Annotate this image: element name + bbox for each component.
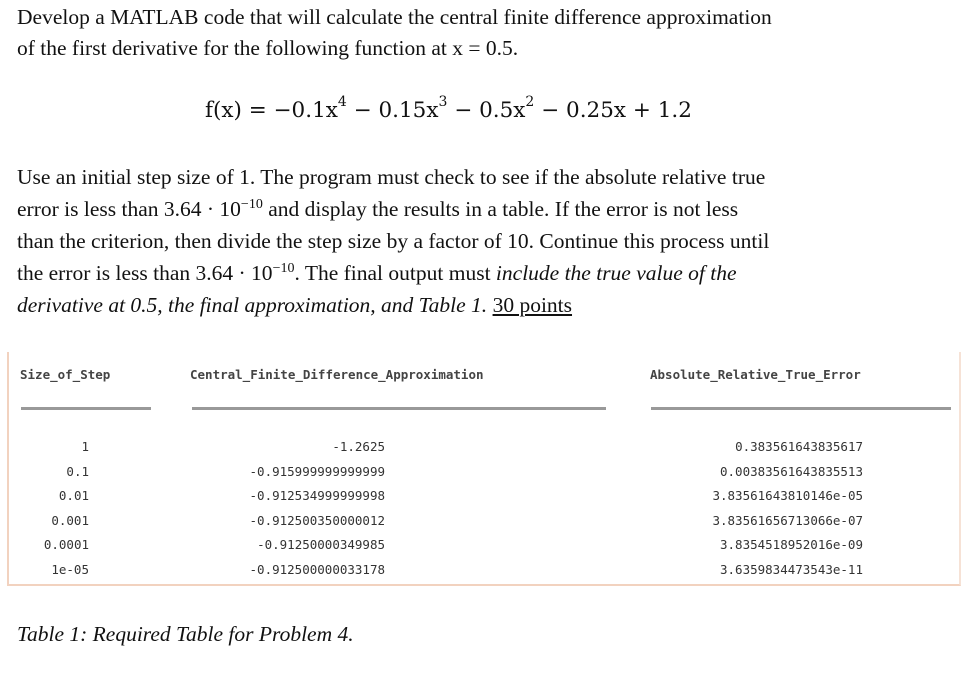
text: the error is less than 3.64 · 10: [17, 261, 273, 285]
error-cell: 3.83561643810146e-05: [712, 488, 863, 503]
error-cell: 0.00383561643835513: [720, 463, 863, 479]
paragraph-line: [17, 292, 572, 318]
error-cell: 3.83561656713066e-07: [712, 512, 863, 528]
exponent: −10: [272, 261, 295, 276]
emphasis-text: include the true value of the: [495, 261, 737, 285]
exponent: 3: [438, 94, 448, 110]
emphasis-text: derivative at 0.5, the final approximation, and Table 1.: [17, 293, 488, 317]
paragraph-line: [17, 196, 738, 222]
exponent: 4: [337, 94, 347, 110]
text: error is less than 3.64 · 10: [17, 197, 241, 221]
header-error: Absolute_Relative_True_Error: [650, 367, 861, 382]
step-size-cell: 1e-05: [51, 561, 89, 577]
exponent: −10: [240, 197, 263, 212]
step-size-cell: 0.0001: [43, 537, 89, 552]
exponent: 2: [525, 94, 535, 110]
error-cell: 3.8354518952016e-09: [720, 537, 863, 552]
approximation-cell: -0.91250000349985: [257, 537, 385, 552]
header-step-size: Size_of_Step: [20, 367, 111, 382]
header-approximation: Central_Finite_Difference_Approximation: [190, 367, 484, 382]
approximation-cell: -0.912500350000012: [249, 512, 385, 528]
header-rule: [192, 407, 606, 410]
header-rule: [21, 407, 151, 410]
problem-line: of the first derivative for the following function at x = 0.5.: [17, 36, 519, 60]
formula-term: − 0.25x + 1.2: [534, 98, 692, 123]
problem-line: Develop a MATLAB code that will calculate the central finite difference approximation: [17, 5, 772, 29]
step-size-cell: 0.01: [58, 488, 89, 503]
paragraph-line: Use an initial step size of 1. The program must check to see if the absolute relative true: [17, 165, 766, 189]
step-size-cell: 0.1: [66, 463, 89, 479]
approximation-cell: -0.912500000033178: [249, 561, 385, 577]
text: and display the results in a table. If the error is not less: [262, 197, 739, 221]
results-table: [7, 352, 961, 586]
formula-term: − 0.15x: [346, 98, 439, 123]
points-label: 30 points: [492, 293, 573, 317]
paragraph-line: than the criterion, then divide the step size by a factor of 10. Continue this process until: [17, 229, 770, 253]
step-size-cell: 1: [81, 439, 89, 454]
approximation-cell: -0.912534999999998: [249, 488, 385, 503]
header-rule: [651, 407, 951, 410]
text: . The final output must: [294, 261, 496, 285]
approximation-cell: -1.2625: [332, 439, 385, 454]
paragraph-line: [17, 260, 737, 286]
error-cell: 0.383561643835617: [735, 439, 863, 454]
error-cell: 3.6359834473543e-11: [720, 561, 863, 577]
step-size-cell: 0.001: [51, 512, 89, 528]
table-caption: Table 1: Required Table for Problem 4.: [17, 622, 354, 646]
approximation-cell: -0.915999999999999: [249, 463, 385, 479]
formula-term: − 0.5x: [447, 98, 526, 123]
formula-term: f(x) = −0.1x: [205, 98, 338, 123]
function-formula: [205, 94, 692, 123]
